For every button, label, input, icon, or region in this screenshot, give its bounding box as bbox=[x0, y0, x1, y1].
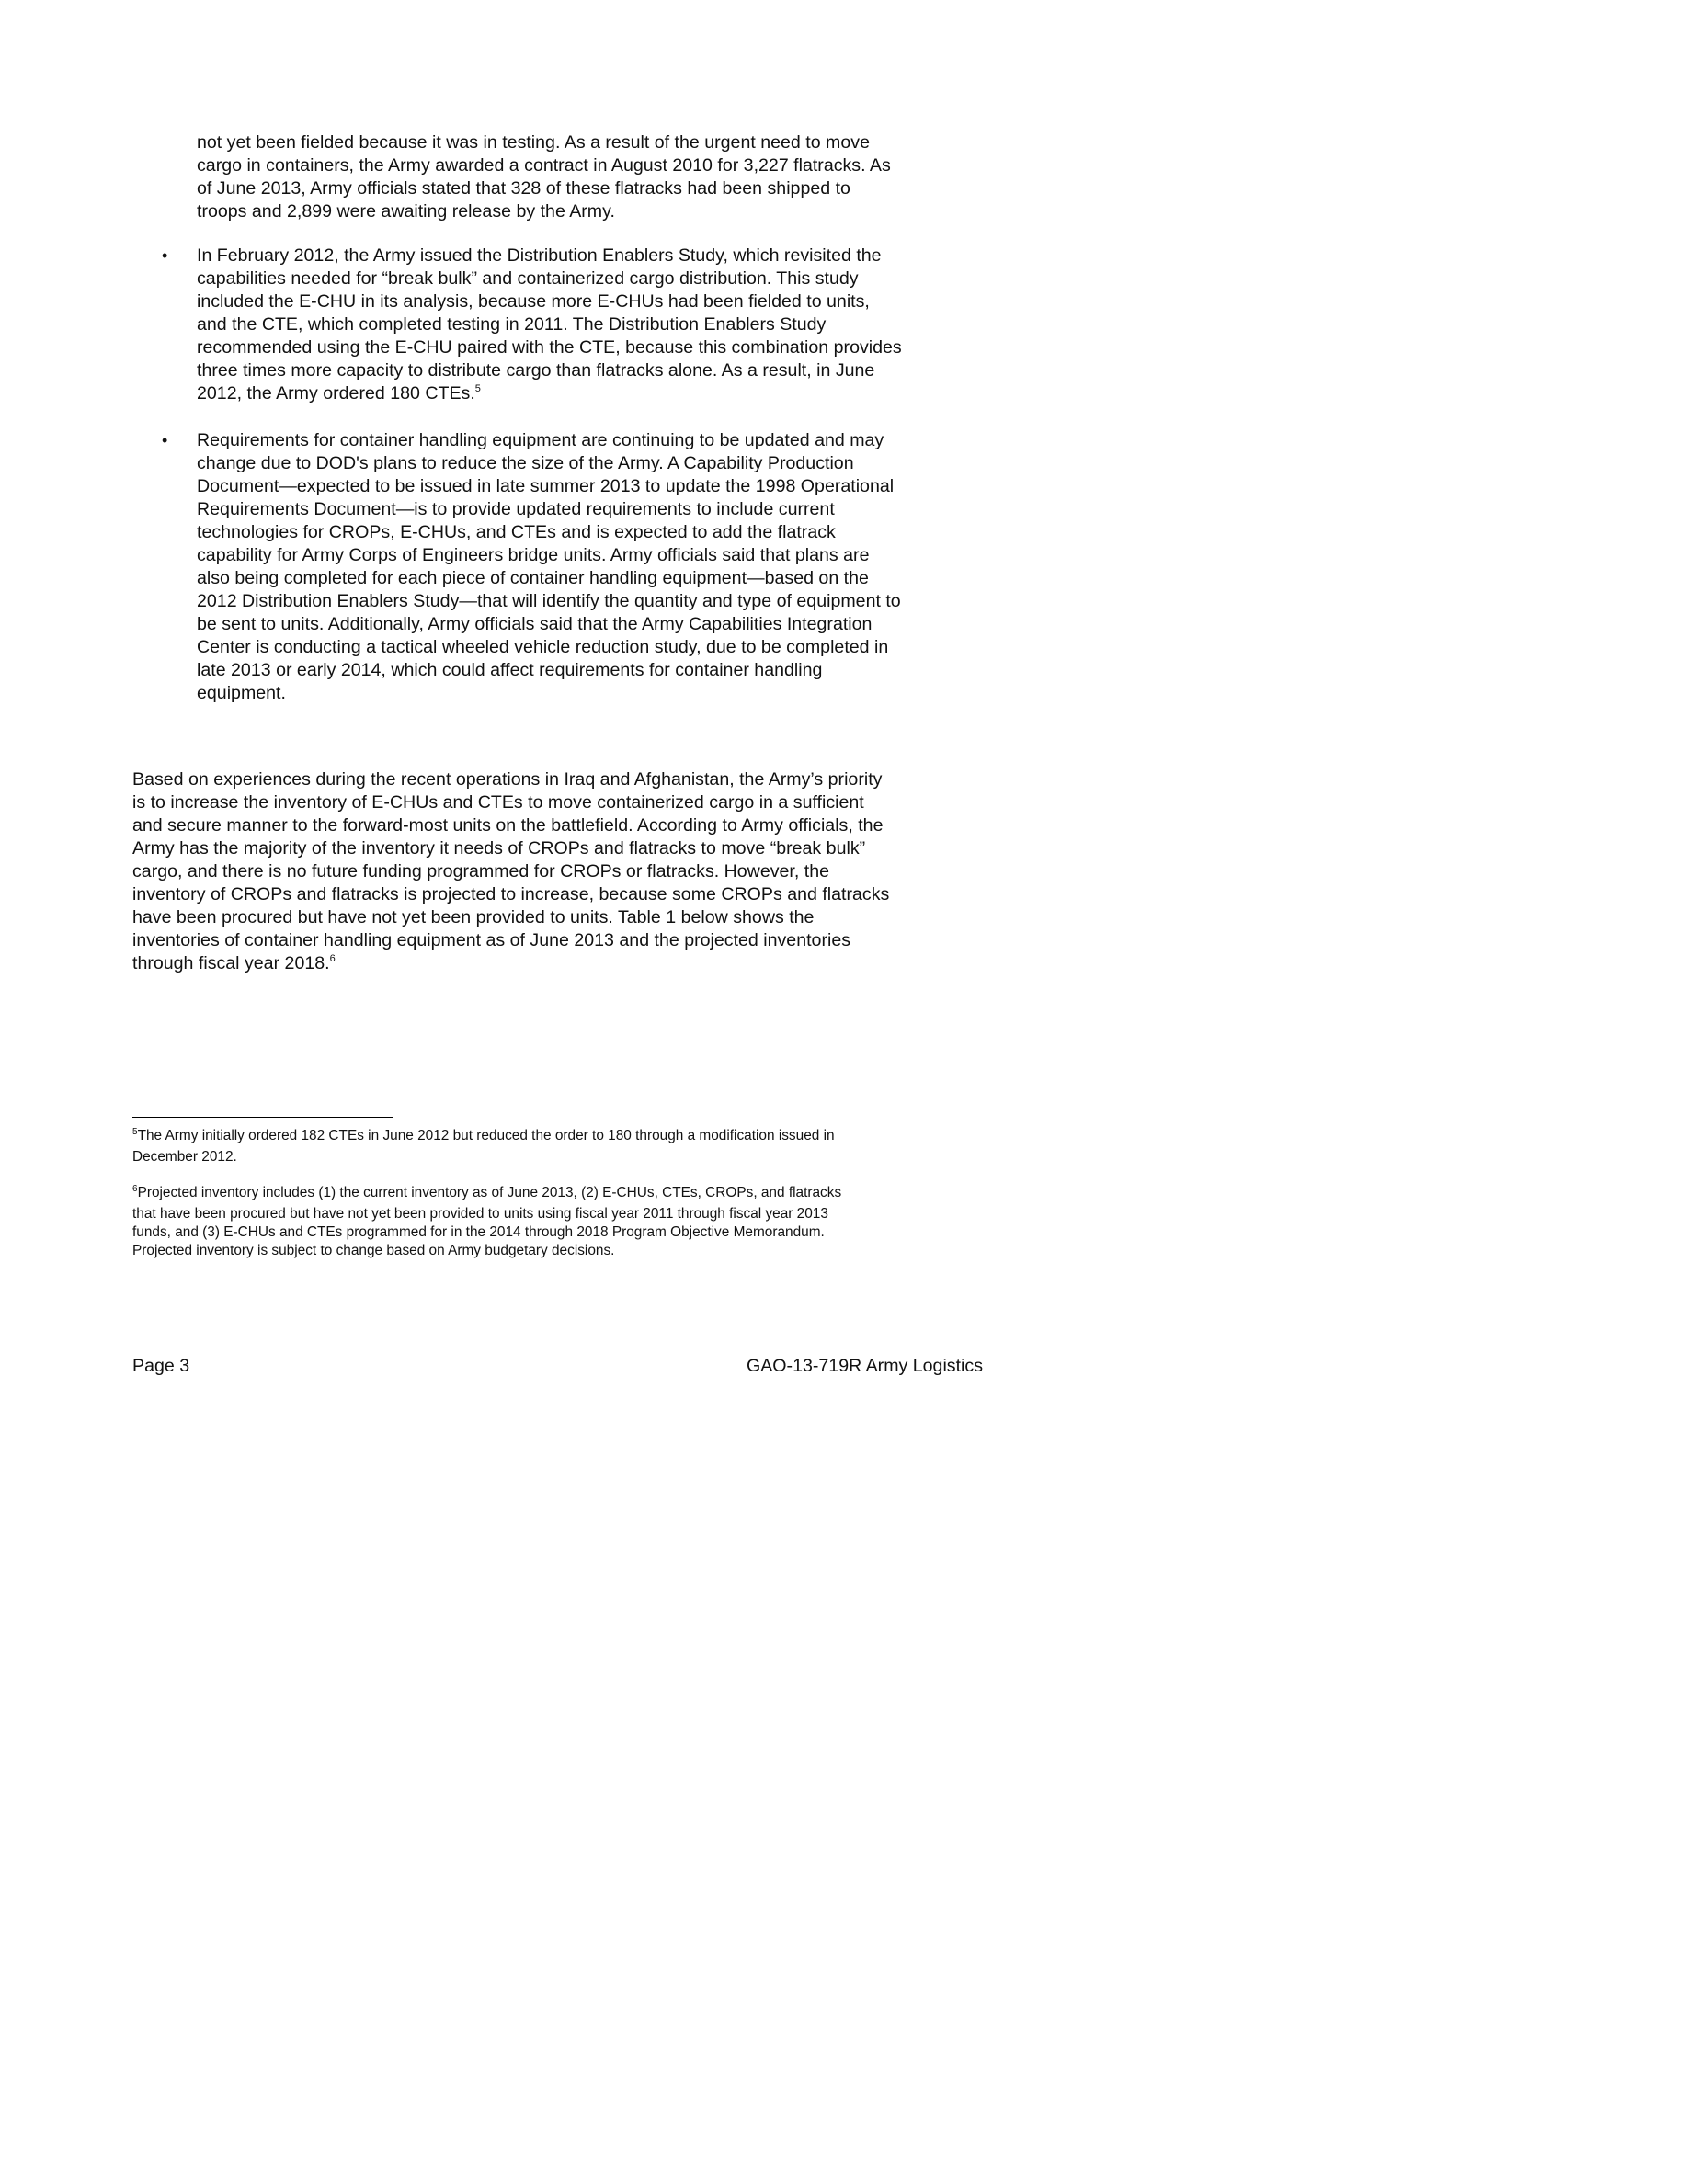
text-line: Document—expected to be issued in late summer 2013 to update the 1998 Operational bbox=[197, 476, 895, 496]
text-line: of June 2013, Army officials stated that 328 of these flatracks had been shipped to bbox=[197, 178, 850, 199]
footnote-text: The Army initially ordered 182 CTEs in June 2012 but reduced the order to 180 through a modification issued in bbox=[137, 1128, 835, 1143]
text-line: capabilities needed for “break bulk” and containerized cargo distribution. This study bbox=[197, 268, 859, 289]
text-line: capability for Army Corps of Engineers bridge units. Army officials said that plans are bbox=[197, 545, 870, 565]
text-line: Based on experiences during the recent operations in Iraq and Afghanistan, the Army’s priority bbox=[132, 769, 883, 790]
text-line: recommended using the E-CHU paired with the CTE, because this combination provides bbox=[197, 337, 902, 358]
page-number: Page 3 bbox=[132, 1356, 190, 1376]
text-line bbox=[132, 952, 336, 975]
text-line: not yet been fielded because it was in testing. As a result of the urgent need to move bbox=[197, 132, 870, 153]
bullet-symbol: • bbox=[162, 431, 168, 449]
text-line: cargo in containers, the Army awarded a contract in August 2010 for 3,227 flatracks. As bbox=[197, 155, 891, 176]
text-line: inventories of container handling equipment as of June 2013 and the projected inventories bbox=[132, 930, 851, 950]
text-line: also being completed for each piece of container handling equipment—based on the bbox=[197, 568, 869, 588]
text-line: Requirements Document—is to provide updated requirements to include current bbox=[197, 499, 835, 519]
text-line: troops and 2,899 were awaiting release by the Army. bbox=[197, 201, 615, 222]
text-line-content: 2012, the Army ordered 180 CTEs. bbox=[197, 383, 475, 404]
text-line: equipment. bbox=[197, 683, 286, 703]
text-line: be sent to units. Additionally, Army officials said that the Army Capabilities Integration bbox=[197, 614, 873, 634]
text-line bbox=[197, 382, 481, 405]
footnote-line bbox=[132, 1127, 835, 1146]
text-line: late 2013 or early 2014, which could affect requirements for container handling bbox=[197, 660, 823, 680]
text-line: included the E-CHU in its analysis, because more E-CHUs had been fielded to units, bbox=[197, 291, 870, 312]
bullet-symbol: • bbox=[162, 246, 168, 265]
footnote-line: funds, and (3) E-CHUs and CTEs programmed for in the 2014 through 2018 Program Objective Memorandum. bbox=[132, 1224, 825, 1240]
text-line: have been procured but have not yet been provided to units. Table 1 below shows the bbox=[132, 907, 815, 927]
text-line: Army has the majority of the inventory it needs of CROPs and flatracks to move “break bulk” bbox=[132, 838, 866, 859]
footnote-line: December 2012. bbox=[132, 1149, 237, 1165]
text-line: change due to DOD's plans to reduce the size of the Army. A Capability Production bbox=[197, 453, 854, 473]
document-page bbox=[0, 0, 1125, 1456]
report-id: GAO-13-719R Army Logistics bbox=[747, 1356, 983, 1376]
text-line: and secure manner to the forward-most units on the battlefield. According to Army officials, the bbox=[132, 815, 884, 836]
footnote-line bbox=[132, 1184, 841, 1203]
footnote-line: that have been procured but have not yet been provided to units using fiscal year 2011 through fiscal year 2013 bbox=[132, 1206, 828, 1222]
text-line: is to increase the inventory of E-CHUs and CTEs to move containerized cargo in a sufficient bbox=[132, 792, 864, 813]
text-line: In February 2012, the Army issued the Distribution Enablers Study, which revisited the bbox=[197, 245, 882, 266]
footnote-text: Projected inventory includes (1) the current inventory as of June 2013, (2) E-CHUs, CTEs, CROPs, and flatracks bbox=[137, 1185, 842, 1200]
text-line: 2012 Distribution Enablers Study—that will identify the quantity and type of equipment to bbox=[197, 591, 901, 611]
text-line: Center is conducting a tactical wheeled vehicle reduction study, due to be completed in bbox=[197, 637, 889, 657]
text-line: and the CTE, which completed testing in 2011. The Distribution Enablers Study bbox=[197, 314, 827, 335]
footnote-number: 6 bbox=[132, 1184, 138, 1194]
text-line: inventory of CROPs and flatracks is projected to increase, because some CROPs and flatracks bbox=[132, 884, 890, 904]
text-line: three times more capacity to distribute cargo than flatracks alone. As a result, in June bbox=[197, 360, 875, 381]
text-line-content: through fiscal year 2018. bbox=[132, 953, 330, 973]
footnote-number: 5 bbox=[132, 1127, 138, 1137]
text-line: Requirements for container handling equipment are continuing to be updated and may bbox=[197, 430, 884, 450]
footnote-ref-5[interactable]: 5 bbox=[474, 383, 481, 394]
text-line: cargo, and there is no future funding programmed for CROPs or flatracks. However, the bbox=[132, 861, 829, 882]
footnote-separator bbox=[132, 1117, 393, 1118]
footnote-line: Projected inventory is subject to change based on Army budgetary decisions. bbox=[132, 1243, 615, 1258]
text-line: technologies for CROPs, E-CHUs, and CTEs and is expected to add the flatrack bbox=[197, 522, 836, 542]
footnote-ref-6[interactable]: 6 bbox=[329, 953, 336, 964]
